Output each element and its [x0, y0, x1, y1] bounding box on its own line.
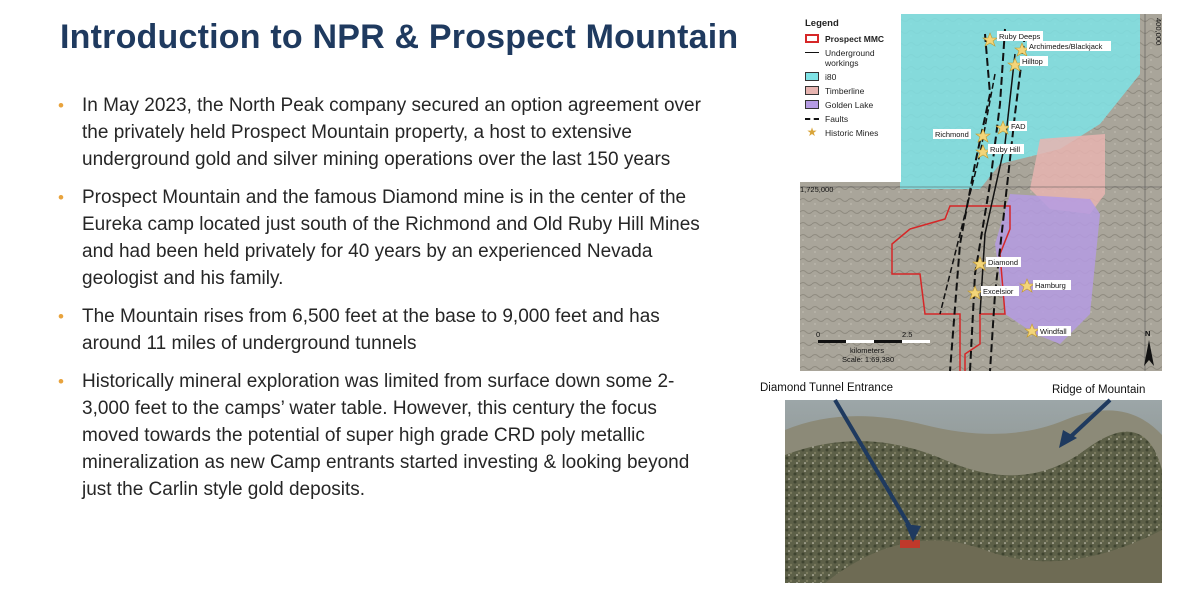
- scale-ratio: Scale: 1:69,380: [842, 355, 895, 364]
- tunnel-entrance-marker: [900, 540, 920, 548]
- bullet-item: • Prospect Mountain and the famous Diamond mine is in the center of the Eureka camp located just south of the Richmond and Old Ruby Hill Mines and had been held privately for 40 years by an experienced Nevada geologist and his family.: [58, 184, 708, 292]
- photo-label-diamond-tunnel: Diamond Tunnel Entrance: [760, 382, 893, 394]
- i80-swatch: [805, 72, 819, 81]
- aerial-photo: [785, 400, 1162, 583]
- bullet-dot: •: [58, 96, 64, 115]
- mine-label: FAD: [1011, 122, 1026, 131]
- scale-start: 0: [816, 330, 821, 339]
- legend-title: Legend: [805, 18, 839, 29]
- prospect-outline-swatch: [805, 34, 819, 43]
- mine-label: Richmond: [935, 130, 969, 139]
- golden-lake-swatch: [805, 100, 819, 109]
- bullet-item: • Historically mineral exploration was limited from surface down some 2-3,000 feet to the camps’ water table. However, this century the focus moved towards the potential of super high grade CRD poly metallic mineralization as new Camp entrants started investing & looking beyond just the Carlin style gold deposits.: [58, 368, 708, 503]
- mine-label: Ruby Hill: [990, 145, 1021, 154]
- svg-text:N: N: [1145, 329, 1151, 338]
- bullet-dot: •: [58, 372, 64, 391]
- faults-dash-swatch: [805, 118, 819, 120]
- legend-item: ★ Historic Mines: [806, 125, 879, 139]
- legend-item: i80: [805, 72, 896, 82]
- legend-item: Prospect MMC: [805, 34, 896, 44]
- scale-unit: kilometers: [850, 346, 885, 355]
- star-icon: ★: [806, 125, 818, 139]
- grid-label: 1,725,000: [800, 185, 834, 194]
- scale-end: 2.5: [902, 330, 913, 339]
- bullet-dot: •: [58, 307, 64, 326]
- map-legend: [800, 14, 901, 182]
- page-title: Introduction to NPR & Prospect Mountain: [60, 18, 739, 56]
- bullet-list: [58, 92, 708, 514]
- bullet-item: • The Mountain rises from 6,500 feet at the base to 9,000 feet and has around 11 miles of underground tunnels: [58, 303, 708, 357]
- legend-item: Faults: [805, 114, 896, 124]
- bullet-dot: •: [58, 188, 64, 207]
- mine-label: Hilltop: [1022, 57, 1043, 66]
- mine-label: Windfall: [1040, 327, 1067, 336]
- legend-item: Golden Lake: [805, 100, 896, 110]
- mine-label: Ruby Deeps: [999, 32, 1041, 41]
- bullet-item: • In May 2023, the North Peak company secured an option agreement over the privately held Prospect Mountain property, a host to extensive underground gold and silver mining operations over the last 150 years: [58, 92, 708, 173]
- mine-label: Hamburg: [1035, 281, 1066, 290]
- workings-line-swatch: [805, 52, 819, 53]
- mine-label: Excelsior: [983, 287, 1014, 296]
- mine-label: Diamond: [988, 258, 1019, 267]
- legend-item: Underground workings: [805, 48, 896, 68]
- mine-label: Archimedes/Blackjack: [1029, 42, 1103, 51]
- grid-label: 400,000: [1154, 18, 1163, 46]
- timberline-swatch: [805, 86, 819, 95]
- photo-label-ridge: Ridge of Mountain: [1052, 384, 1146, 396]
- legend-item: Timberline: [805, 86, 896, 96]
